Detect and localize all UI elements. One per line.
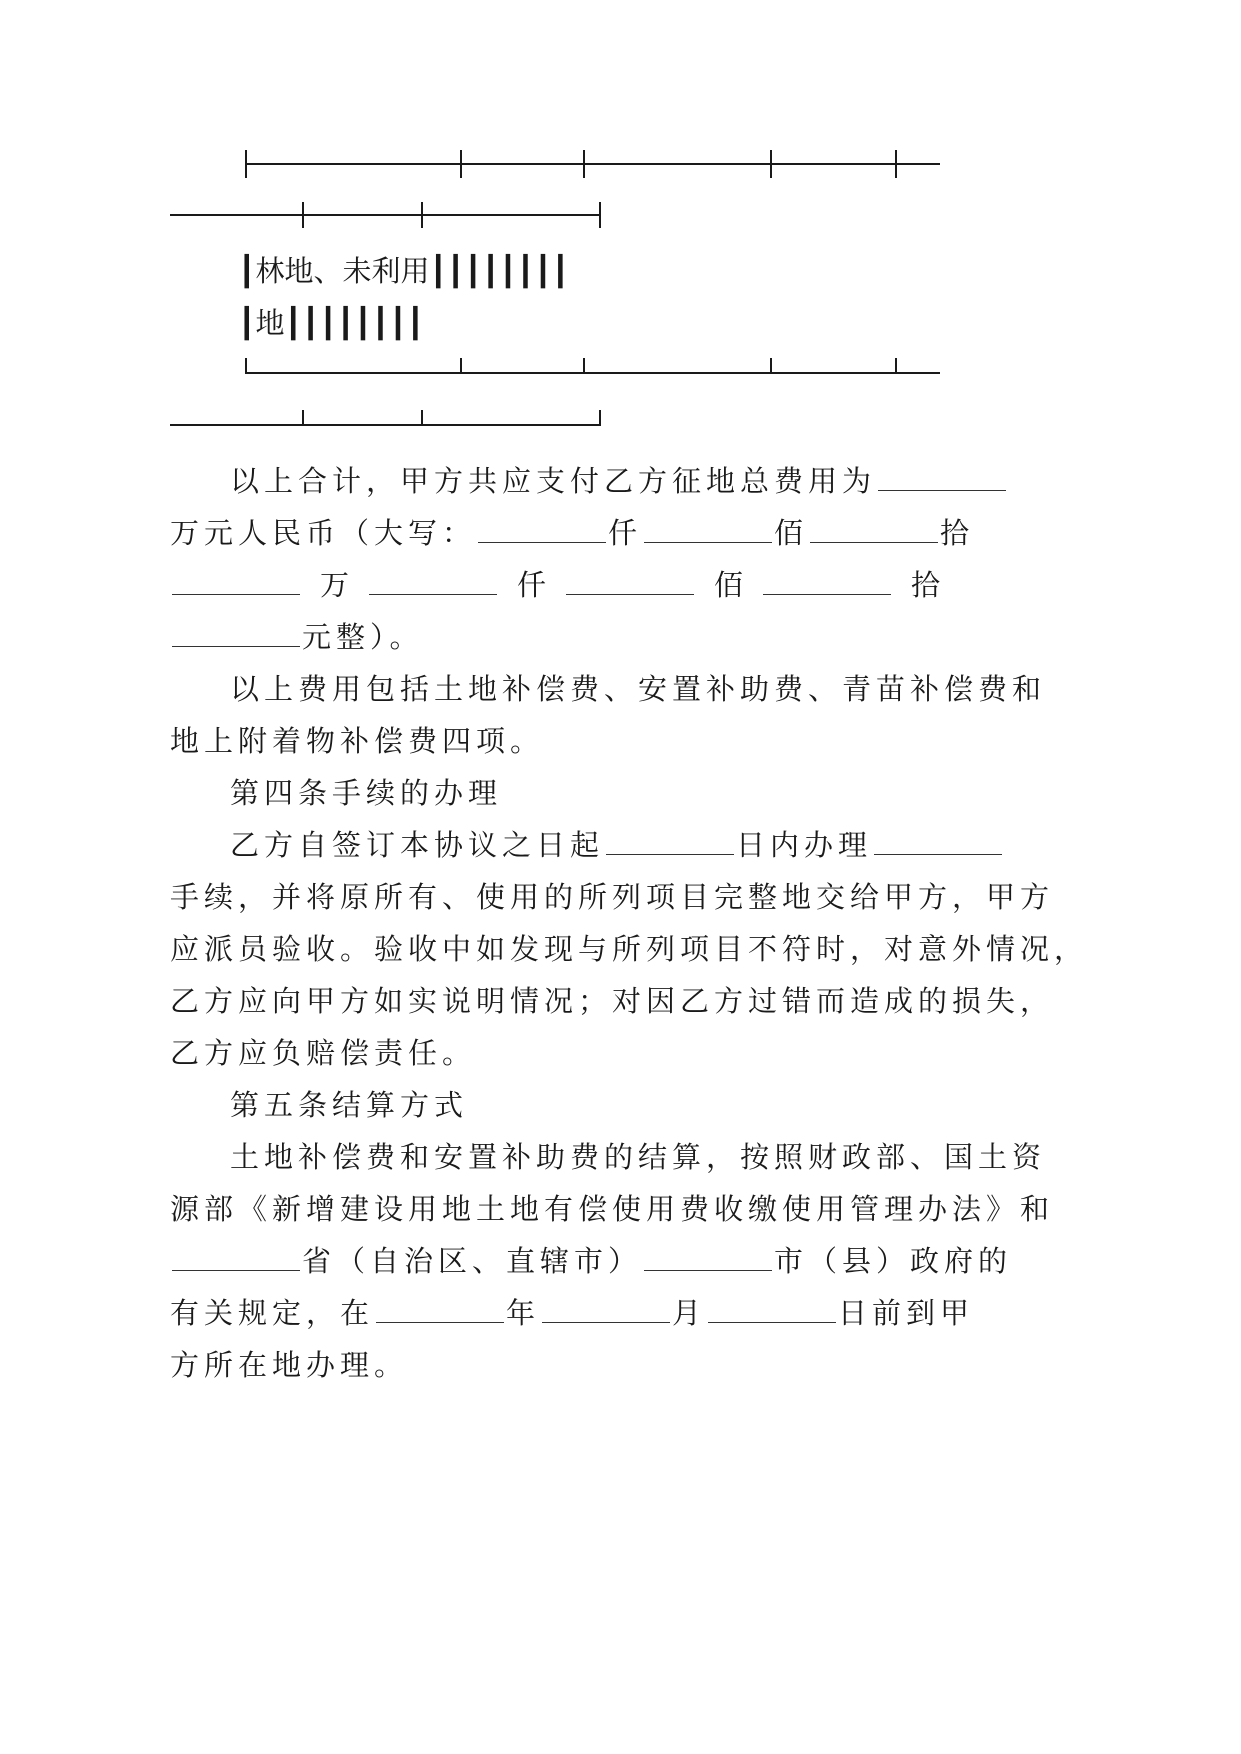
article-5-line-3: 省（自治区、直辖市） 市（县）政府的 xyxy=(170,1242,1012,1280)
fees-line-1: 以上费用包括土地补偿费、安置补助费、青苗补偿费和 xyxy=(230,672,1047,706)
article-5-line-5: 方所在地办理。 xyxy=(170,1348,409,1382)
article-4-line-1: 乙方自签订本协议之日起 日内办理 xyxy=(230,826,1004,864)
total-line-4: 元整）。 xyxy=(170,618,424,656)
total-line-2: 万元人民币（大写： 仟 佰 拾 xyxy=(170,516,975,550)
total-amount-blank xyxy=(878,462,1006,491)
article-4-line-4: 乙方应向甲方如实说明情况；对因乙方过错而造成的损失， xyxy=(170,984,1055,1018)
article-4-line-2: 手续，并将原所有、使用的所列项目完整地交给甲方，甲方 xyxy=(170,880,1055,914)
total-line-3: 万 仟 佰 拾 xyxy=(170,566,940,604)
total-line-1 xyxy=(230,462,1008,500)
article-5-title: 第五条结算方式 xyxy=(230,1088,469,1122)
article-4-title: 第四条手续的办理 xyxy=(230,776,503,810)
article-5-line-1: 土地补偿费和安置补助费的结算，按照财政部、国土资 xyxy=(230,1140,1047,1174)
total-prefix: 以上合计，甲方共应支付乙方征地总费用为 xyxy=(230,464,877,498)
table-row-land: ┃地┃┃┃┃┃┃┃┃ xyxy=(238,306,425,340)
article-4-line-3: 应派员验收。验收中如发现与所列项目不符时，对意外情况， xyxy=(170,932,1089,966)
table-row-forest: ┃林地、未利用┃┃┃┃┃┃┃┃ xyxy=(238,254,570,288)
fees-line-2: 地上附着物补偿费四项。 xyxy=(170,724,545,758)
article-5-line-4: 有关规定，在 年 月 日前到甲 xyxy=(170,1296,975,1330)
article-4-line-5: 乙方应负赔偿责任。 xyxy=(170,1036,477,1070)
article-5-line-2: 源部《新增建设用地土地有偿使用费收缴使用管理办法》和 xyxy=(170,1192,1055,1226)
